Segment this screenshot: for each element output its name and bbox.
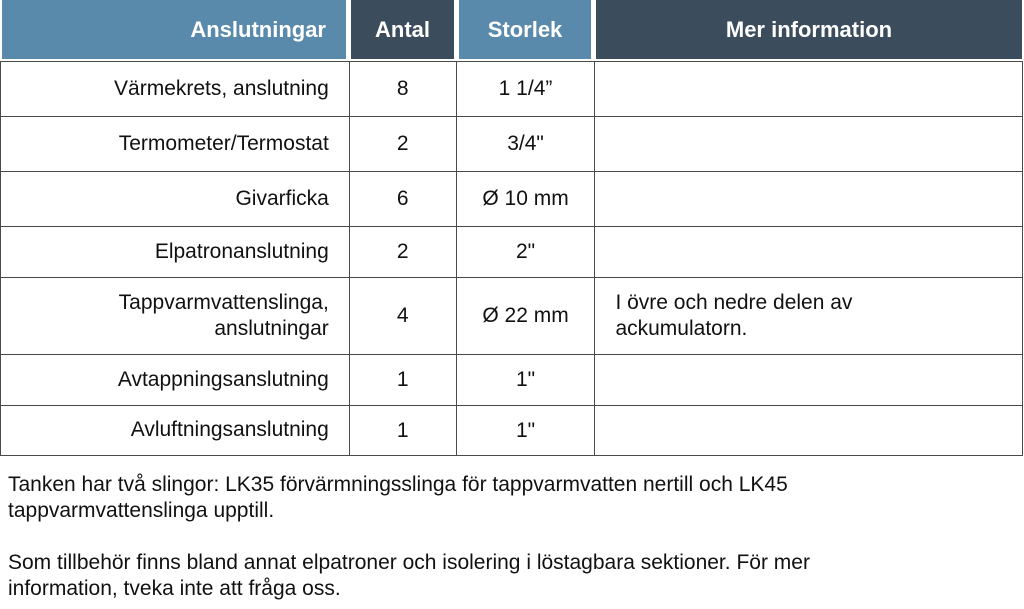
connection-info bbox=[595, 227, 1023, 278]
connection-info bbox=[595, 278, 1023, 355]
note-line: information, tveka inte att fråga oss. bbox=[8, 577, 341, 600]
note-line: Tanken har två slingor: LK35 förvärmningsslinga för tappvarmvatten nertill och LK45 bbox=[8, 473, 788, 496]
header-more-info: Mer information bbox=[596, 0, 1022, 59]
connection-name-line: anslutningar bbox=[214, 317, 329, 340]
connection-count: 1 bbox=[349, 355, 456, 406]
connection-size: 1" bbox=[456, 406, 595, 456]
connection-name: Avtappningsanslutning bbox=[1, 355, 350, 406]
connection-info bbox=[595, 117, 1023, 172]
table-row bbox=[1, 355, 1023, 406]
table-row bbox=[1, 172, 1023, 227]
connection-size: Ø 10 mm bbox=[456, 172, 595, 227]
table-row bbox=[1, 227, 1023, 278]
connection-count: 4 bbox=[349, 278, 456, 355]
connection-info bbox=[595, 172, 1023, 227]
table-row bbox=[1, 117, 1023, 172]
notes bbox=[8, 472, 1008, 602]
connection-name: Elpatronanslutning bbox=[1, 227, 350, 278]
connection-name-line: Tappvarmvattenslinga, bbox=[118, 290, 329, 314]
connection-name: Termometer/Termostat bbox=[1, 117, 350, 172]
connection-size: 1 1/4” bbox=[456, 62, 595, 117]
connection-info bbox=[595, 355, 1023, 406]
table-row bbox=[1, 62, 1023, 117]
note-paragraph bbox=[8, 472, 1008, 524]
connection-size: 3/4" bbox=[456, 117, 595, 172]
connection-count: 1 bbox=[349, 406, 456, 456]
connection-name: Värmekrets, anslutning bbox=[1, 62, 350, 117]
header-connections: Anslutningar bbox=[2, 0, 346, 59]
connection-size: Ø 22 mm bbox=[456, 278, 595, 355]
connection-count: 6 bbox=[349, 172, 456, 227]
connection-name: Avluftningsanslutning bbox=[1, 406, 350, 456]
table-header bbox=[0, 0, 1024, 59]
note-paragraph bbox=[8, 550, 1008, 602]
note-line: Som tillbehör finns bland annat elpatroner och isolering i löstagbara sektioner. För mer bbox=[8, 551, 810, 574]
connection-size: 1" bbox=[456, 355, 595, 406]
connection-count: 8 bbox=[349, 62, 456, 117]
connection-info bbox=[595, 62, 1023, 117]
table-row bbox=[1, 406, 1023, 456]
connection-count: 2 bbox=[349, 117, 456, 172]
note-line: tappvarmvattenslinga upptill. bbox=[8, 499, 275, 522]
connections-table bbox=[0, 61, 1023, 456]
connection-info-line: I övre och nedre delen av bbox=[615, 290, 853, 314]
connection-info bbox=[595, 406, 1023, 456]
connection-info-line: ackumulatorn. bbox=[615, 317, 748, 340]
header-size: Storlek bbox=[459, 0, 591, 59]
connection-size: 2" bbox=[456, 227, 595, 278]
connection-count: 2 bbox=[349, 227, 456, 278]
header-count: Antal bbox=[351, 0, 454, 59]
connection-name bbox=[1, 278, 350, 355]
connection-name: Givarficka bbox=[1, 172, 350, 227]
table-row bbox=[1, 278, 1023, 355]
